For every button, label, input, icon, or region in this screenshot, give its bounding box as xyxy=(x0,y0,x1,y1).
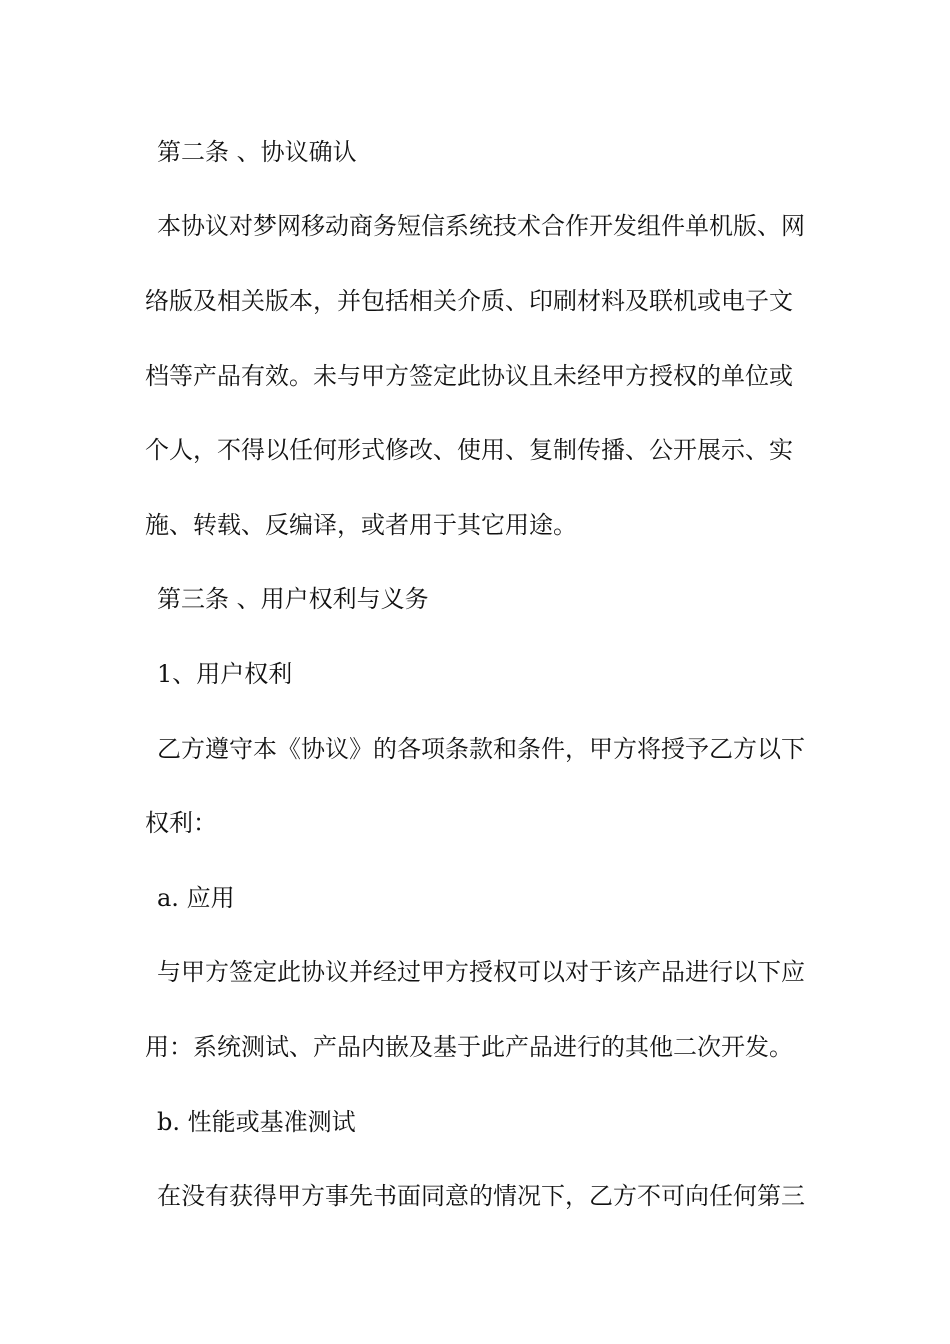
section-heading-user-rights: 1、用户权利 xyxy=(157,660,293,688)
paragraph-line: 档等产品有效。未与甲方签定此协议且未经甲方授权的单位或 xyxy=(145,362,793,390)
paragraph-line: 络版及相关版本，并包括相关介质、印刷材料及联机或电子文 xyxy=(145,287,793,315)
article-3-heading: 第三条 、用户权利与义务 xyxy=(157,585,429,613)
paragraph-line: 用：系统测试、产品内嵌及基于此产品进行的其他二次开发。 xyxy=(145,1033,793,1061)
paragraph-line: 乙方遵守本《协议》的各项条款和条件，甲方将授予乙方以下 xyxy=(157,735,805,763)
paragraph-line: 与甲方签定此协议并经过甲方授权可以对于该产品进行以下应 xyxy=(157,958,805,986)
paragraph-line: 本协议对梦网移动商务短信系统技术合作开发组件单机版、网 xyxy=(157,212,805,240)
item-b-heading: b. 性能或基准测试 xyxy=(157,1108,356,1136)
paragraph-line: 在没有获得甲方事先书面同意的情况下，乙方不可向任何第三 xyxy=(157,1182,805,1210)
item-a-heading: a. 应用 xyxy=(157,884,235,912)
paragraph-line: 施、转载、反编译，或者用于其它用途。 xyxy=(145,511,577,539)
article-2-heading: 第二条 、协议确认 xyxy=(157,138,357,166)
paragraph-line: 个人，不得以任何形式修改、使用、复制传播、公开展示、实 xyxy=(145,436,793,464)
paragraph-line: 权利： xyxy=(145,809,217,837)
